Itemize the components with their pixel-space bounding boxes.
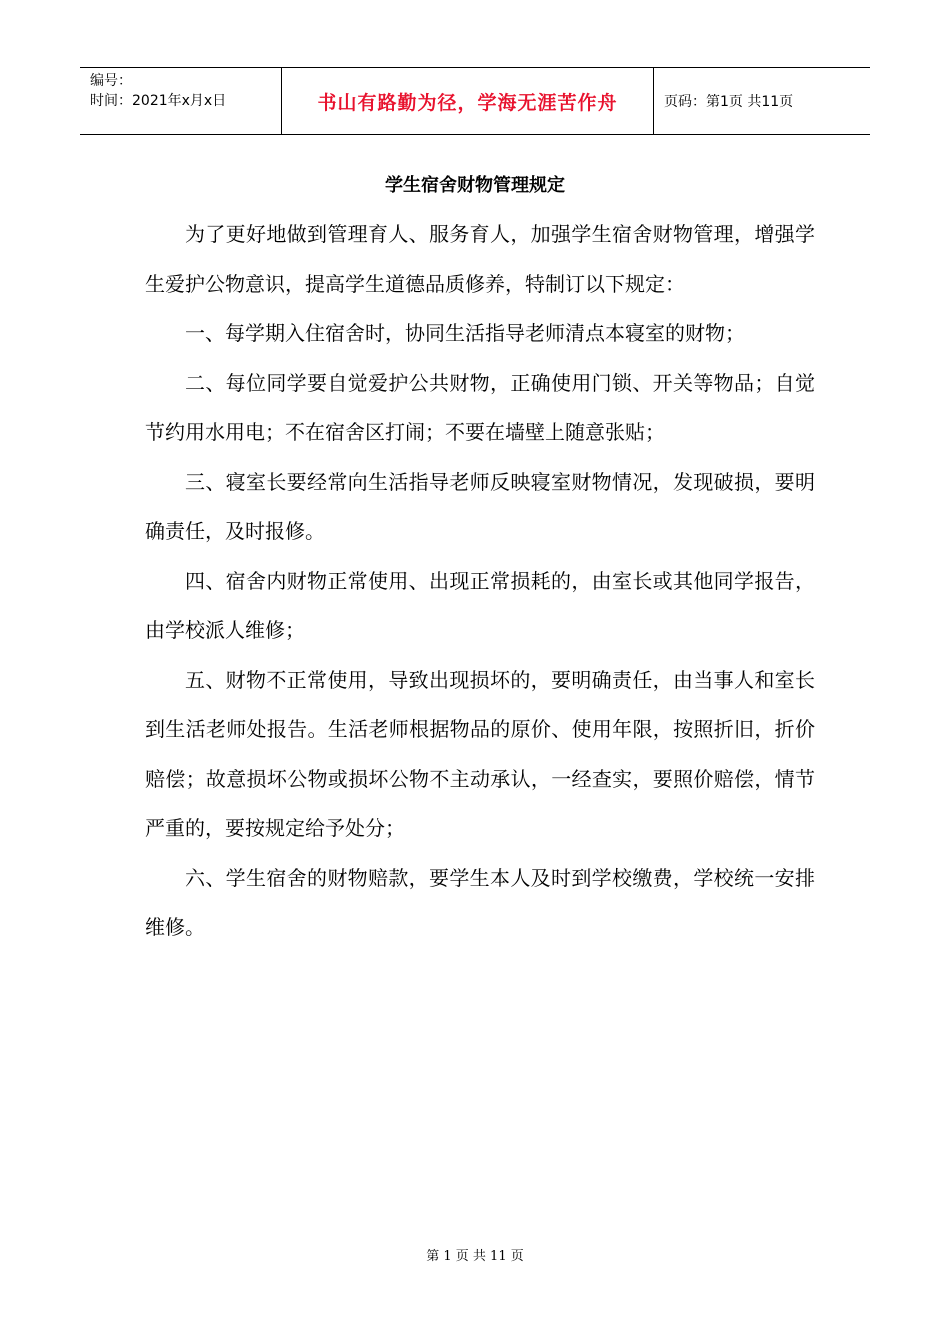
document-title: 学生宿舍财物管理规定 [385,175,565,196]
paragraph-intro: 为了更好地做到管理育人、服务育人，加强学生宿舍财物管理，增强学生爱护公物意识，提高学生道德品质修养，特制订以下规定： [145,222,815,296]
header-motto-cell [281,68,654,134]
motto-text: 书山有路勤为径，学海无涯苦作舟 [317,91,618,114]
page-info: 页码：第1页 共11页 [664,94,794,110]
paragraph-item-1: 一、每学期入住宿舍时，协同生活指导老师清点本寝室的财物； [185,321,745,345]
paragraph-item-5: 五、财物不正常使用，导致出现损坏的，要明确责任，由当事人和室长到生活老师处报告。生活老师根据物品的原价、使用年限，按照折旧，折价赔偿；故意损坏公物或损坏公物不主动承认，一经查实，要照价赔偿，情节严重的，要按规定给予处分； [145,667,815,840]
paragraph-item-6: 六、学生宿舍的财物赔款，要学生本人及时到学校缴费，学校统一安排维修。 [145,865,815,939]
page-header [80,67,870,135]
paragraph-item-2: 二、每位同学要自觉爱护公共财物，正确使用门锁、开关等物品；自觉节约用水用电；不在宿舍区打闹；不要在墙壁上随意张贴； [145,370,815,444]
page-footer: 第 1 页 共 11 页 [426,1249,524,1264]
paragraph-item-4: 四、宿舍内财物正常使用、出现正常损耗的，由室长或其他同学报告，由学校派人维修； [145,568,815,642]
header-meta-cell [80,68,281,134]
serial-number-label: 编号： [90,73,132,89]
paragraph-item-3: 三、寝室长要经常向生活指导老师反映寝室财物情况，发现破损，要明确责任，及时报修。 [145,469,815,543]
time-label: 时间：2021年x月x日 [90,93,227,109]
header-page-cell [654,68,870,134]
document-body [145,210,815,953]
